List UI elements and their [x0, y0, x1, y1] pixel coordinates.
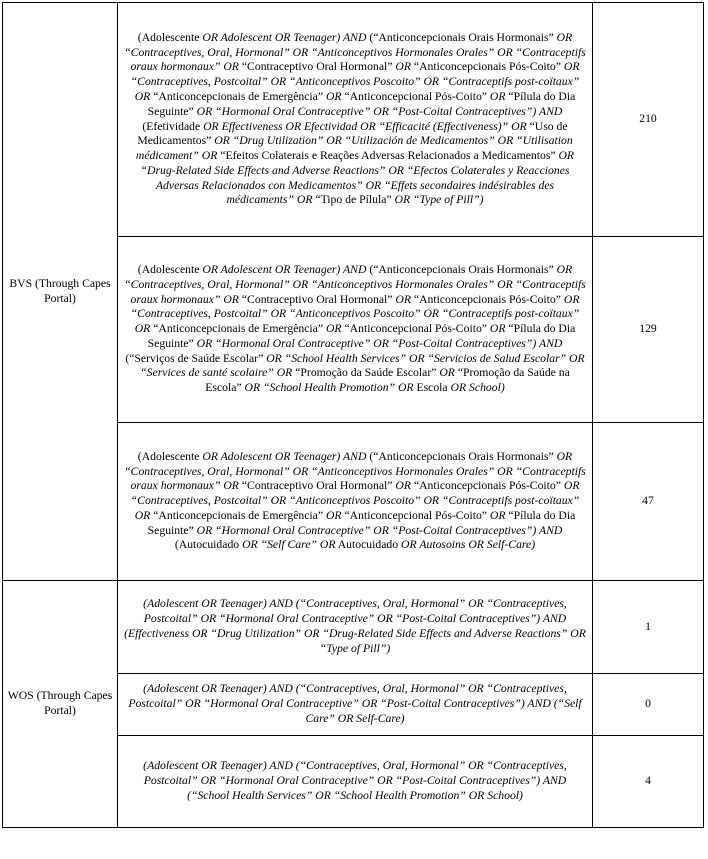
query-segment: “Anticoncepcional Pós-Coito”: [341, 322, 490, 336]
query-segment: (“Anticoncepcionais Orais Hormonais”: [366, 262, 557, 276]
query-cell: [118, 423, 593, 581]
result-count: 47: [593, 423, 704, 581]
result-count: 1: [593, 581, 704, 674]
query-segment: (Autocuidado: [174, 538, 243, 552]
query-segment: “Anticoncepcionais de Emergência”: [150, 508, 326, 522]
query-segment: OR School): [450, 381, 505, 395]
query-segment: OR “School Health Promotion” OR: [244, 381, 414, 395]
query-segment: (“Anticoncepcionais Orais Hormonais”: [366, 449, 557, 463]
result-count: 210: [593, 3, 704, 237]
query-segment: OR “Self Care” OR: [242, 538, 336, 552]
query-segment: OR: [395, 60, 411, 74]
query-segment: OR Adolescent OR Teenager) AND: [202, 262, 367, 276]
query-cell: [118, 581, 593, 674]
query-segment: “Anticoncepcionais Pós-Coito”: [410, 479, 564, 493]
query-segment: OR: [325, 508, 342, 522]
query-segment: “Anticoncepcional Pós-Coito”: [341, 89, 490, 103]
query-segment: OR “Contraceptives, Postcoital” OR “Anticonceptivos Poscoito” OR “Contraceptifs post-coïtaux” OR: [130, 479, 580, 522]
table-row: [3, 3, 704, 237]
query-segment: OR Effectiveness OR Efectividad OR “Efficacité (Effectiveness)” OR: [203, 119, 527, 133]
query-cell: [118, 3, 593, 237]
query-segment: OR: [325, 322, 342, 336]
result-count: 129: [593, 237, 704, 423]
result-count: 4: [593, 736, 704, 828]
result-count: 0: [593, 674, 704, 736]
query-segment: (Adolescent OR Teenager) AND (“Contraceptives, Oral, Hormonal” OR “Contraceptives, Postcoital” OR “Hormonal Oral Contraceptive” OR “Post-Coital Contraceptives”) AND (“School Health Services” OR “School Health Promotion” OR School): [143, 759, 567, 802]
query-segment: OR “Contraceptives, Oral, Hormonal” OR “Anticonceptivos Hormonales Orales” OR “Contraceptifs oraux hormonaux” OR: [124, 449, 586, 493]
query-segment: OR: [325, 89, 342, 103]
query-segment: “Pílula do Dia Seguinte”: [147, 322, 576, 350]
query-segment: (Adolescent OR Teenager) AND (“Contraceptives, Oral, Hormonal” OR “Contraceptives, Postcoital” OR “Hormonal Oral Contraceptive” OR “Post-Coital Contraceptives”) AND (Effectiveness OR “Drug Utilization” OR “Drug-Related Side Effects and Adverse Reactions” OR “Type of Pill”): [124, 597, 586, 655]
query-segment: (Adolescente: [137, 262, 203, 276]
query-segment: (Adolescente: [137, 449, 203, 463]
query-segment: OR “Contraceptives, Postcoital” OR “Anticonceptivos Poscoito” OR “Contraceptifs post-coïtaux” OR: [130, 60, 580, 103]
query-segment: OR “Contraceptives, Oral, Hormonal” OR “Anticonceptivos Hormonales Orales” OR “Contraceptifs oraux hormonaux” OR: [124, 262, 586, 306]
query-segment: “Promoção da Saúde Escolar”: [292, 366, 440, 380]
query-segment: (Adolescente: [137, 30, 203, 44]
query-segment: OR: [395, 479, 411, 493]
query-segment: Autocuidado: [335, 538, 402, 552]
query-cell: [118, 237, 593, 423]
query-segment: OR “Hormonal Oral Contraceptive” OR “Post-Coital Contraceptives”) AND: [196, 104, 563, 118]
query-segment: “Anticoncepcionais de Emergência”: [150, 89, 326, 103]
query-segment: OR Adolescent OR Teenager) AND: [202, 449, 367, 463]
table-row: [3, 581, 704, 674]
query-segment: OR: [395, 292, 411, 306]
query-segment: OR “Hormonal Oral Contraceptive” OR “Post-Coital Contraceptives”) AND: [196, 523, 563, 537]
query-segment: “Contraceptivo Oral Hormonal”: [238, 479, 396, 493]
query-segment: “Pílula do Dia Seguinte”: [147, 508, 576, 537]
query-segment: OR “School Health Services” OR “Servicios de Salud Escolar” OR “Services de santé scolaire” OR: [140, 351, 585, 380]
database-cell: BVS (Through Capes Portal): [3, 3, 118, 581]
query-segment: “Promoção da Saúde na Escola”: [205, 366, 570, 395]
query-segment: “Anticoncepcionais de Emergência”: [150, 322, 326, 336]
query-segment: (Adolescent OR Teenager) AND (“Contraceptives, Oral, Hormonal” OR “Contraceptives, Postcoital” OR “Hormonal Oral Contraceptive” OR “Post-Coital Contraceptives”) AND (“Self Care” OR Self-Care): [128, 682, 582, 725]
query-cell: [118, 674, 593, 736]
query-segment: OR Autosoins OR Self-Care): [401, 538, 536, 552]
query-segment: “Uso de Medicamentos”: [137, 119, 568, 148]
query-segment: “Contraceptivo Oral Hormonal”: [238, 60, 396, 74]
query-cell: [118, 736, 593, 828]
query-segment: OR: [489, 322, 506, 336]
query-segment: (Efetividade: [142, 119, 204, 133]
query-segment: “Anticoncepcionais Pós-Coito”: [410, 60, 564, 74]
query-segment: OR “Hormonal Oral Contraceptive” OR “Post-Coital Contraceptives”) AND: [196, 336, 563, 350]
query-segment: OR: [489, 508, 506, 522]
query-segment: (“Serviços de Saúde Escolar”: [125, 351, 267, 365]
query-segment: OR “Drug-Related Side Effects and Adverse Reactions” OR “Efectos Colaterales y Reacciones Adversas Relacionados con Medicamentos” OR “Effets secondaires indésirables des médicaments” OR: [140, 149, 575, 207]
query-segment: OR Adolescent OR Teenager) AND: [202, 30, 367, 44]
query-segment: “Pílula do Dia Seguinte”: [147, 89, 576, 118]
query-segment: OR “Drug Utilization” OR “Utilización de Medicamentos” OR “Utilisation médicament” OR: [135, 134, 573, 163]
query-segment: Escola: [413, 381, 451, 395]
query-segment: (“Anticoncepcionais Orais Hormonais”: [366, 30, 557, 44]
query-segment: OR: [439, 366, 455, 380]
query-segment: “Efeitos Colaterais e Reações Adversas Relacionados a Medicamentos”: [217, 149, 559, 163]
query-segment: “Tipo de Pílula”: [312, 193, 395, 207]
database-cell: WOS (Through Capes Portal): [3, 581, 118, 828]
query-segment: “Anticoncepcional Pós-Coito”: [341, 508, 490, 522]
query-segment: “Contraceptivo Oral Hormonal”: [238, 292, 396, 306]
query-segment: “Anticoncepcionais Pós-Coito”: [410, 292, 564, 306]
query-segment: OR: [489, 89, 506, 103]
search-strategy-table: [2, 2, 704, 828]
query-segment: OR “Contraceptives, Oral, Hormonal” OR “Anticonceptivos Hormonales Orales” OR “Contraceptifs oraux hormonaux” OR: [124, 30, 586, 74]
query-segment: OR “Contraceptives, Postcoital” OR “Anticonceptivos Poscoito” OR “Contraceptifs post-coïtaux” OR: [130, 292, 580, 336]
query-segment: OR “Type of Pill”): [394, 193, 484, 207]
